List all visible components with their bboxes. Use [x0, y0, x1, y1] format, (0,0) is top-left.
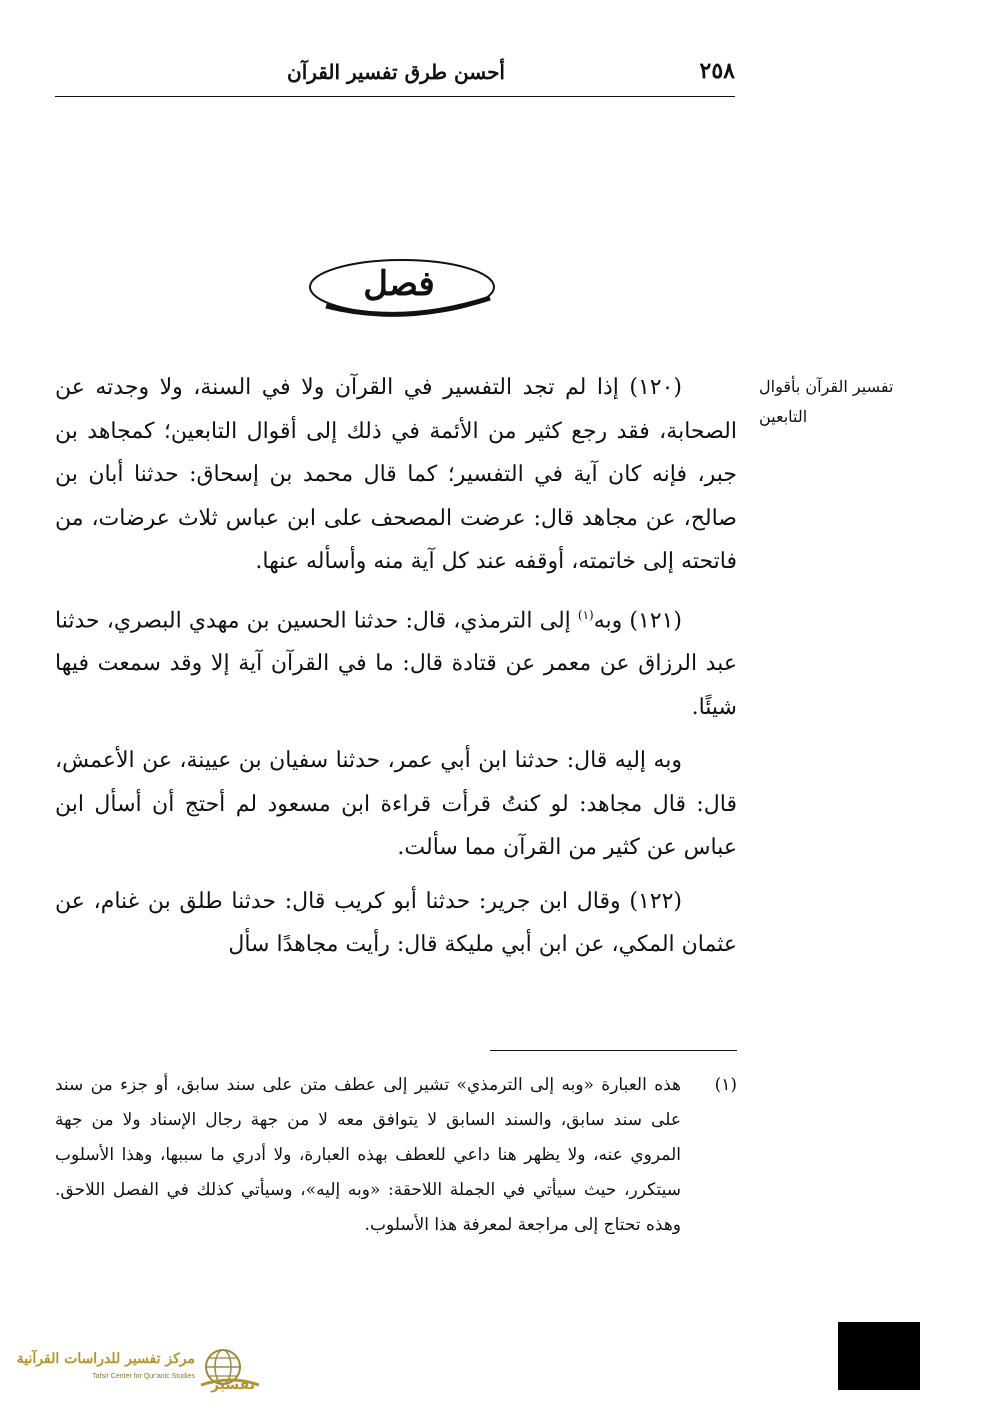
paragraph-121-start: (١٢١) وبه — [593, 607, 682, 633]
globe-logo-icon — [197, 1345, 263, 1397]
publisher-logo — [8, 1345, 263, 1397]
footnote-reference: (١) — [577, 607, 594, 622]
paragraph-122: (١٢٢) وقال ابن جرير: حدثنا أبو كريب قال: حدثنا طلق بن غنام، عن عثمان المكي، عن ابن أبي مليكة قال: رأيت مجاهدًا سأل — [55, 888, 737, 958]
page-number: ٢٥٨ — [699, 58, 735, 84]
logo-arabic-text: مركز تفسير للدراسات القرآنية — [16, 1351, 195, 1367]
margin-note-line2: التابعين — [759, 407, 808, 426]
margin-note-line1: تفسير القرآن بأقوال — [759, 377, 894, 396]
black-corner-block — [838, 1322, 920, 1390]
footnote — [55, 1068, 737, 1243]
footnote-marker: (١) — [714, 1075, 737, 1095]
paragraph-121-continued: وبه إليه قال: حدثنا ابن أبي عمر، حدثنا سفيان بن عيينة، عن الأعمش، قال: قال مجاهد: لو كنتُ قرأت قراءة ابن مسعود لم أحتج أن أسأل ابن عباس عن كثير من القرآن مما سألت. — [55, 748, 737, 861]
margin-note — [759, 372, 919, 432]
paragraph-121 — [55, 594, 737, 730]
footnote-separator — [490, 1050, 737, 1051]
page-header — [55, 56, 735, 97]
paragraph-121-rest: إلى الترمذي، قال: حدثنا الحسين بن مهدي البصري، حدثنا عبد الرزاق عن معمر عن قتادة قال: ما في القرآن آية إلا وقد سمعت فيها شيئًا. — [55, 607, 737, 720]
main-text — [55, 366, 737, 977]
section-heading-badge — [304, 254, 494, 314]
paragraph-120: (١٢٠) إذا لم تجد التفسير في القرآن ولا في السنة، ولا وجدته عن الصحابة، فقد رجع كثير من الأئمة في ذلك إلى أقوال التابعين؛ كمجاهد بن جبر، فإنه كان آية في التفسير؛ كما قال محمد بن إسحاق: حدثنا أبان بن صالح، عن مجاهد قال: عرضت المصحف على ابن عباس ثلاث عرضات، من فاتحته إلى خاتمته، أوقفه عند كل آية منه وأسأله عنها. — [55, 375, 737, 574]
section-title: فصل — [363, 264, 435, 304]
footnote-text: هذه العبارة «وبه إلى الترمذي» تشير إلى عطف متن على سند سابق، أو جزء من سند على سند سابق، والسند السابق لا يتوافق معه لا من جهة رجال الإسناد ولا من جهة المروي عنه، ولا يظهر هنا داعي للعطف بهذه العبارة، ولا أدري ما سببها، وهذا الأسلوب سيتكرر، حيث سيأتي في الجملة اللاحقة: «وبه إليه»، وسيأتي كذلك في الفصل اللاحق. وهذه تحتاج إلى مراجعة لمعرفة هذا الأسلوب. — [55, 1075, 681, 1235]
logo-mark-text: تفسير — [210, 1377, 256, 1393]
running-title: أحسن طرق تفسير القرآن — [287, 60, 505, 84]
logo-english-text: Tafsir Center for Qur'anic Studies — [92, 1373, 195, 1380]
